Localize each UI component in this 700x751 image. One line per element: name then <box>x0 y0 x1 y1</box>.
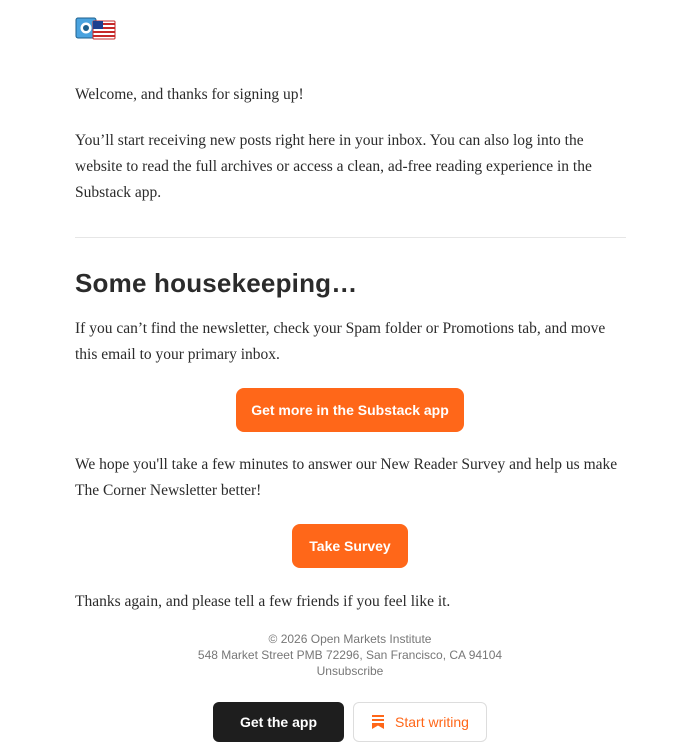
start-writing-button[interactable] <box>353 702 487 742</box>
spam-folder-note: If you can’t find the newsletter, check your Spam folder or Promotions tab, and move this email to your primary inbox. <box>75 320 606 363</box>
unsubscribe-link[interactable]: Unsubscribe <box>316 664 384 678</box>
thanks-text: Thanks again, and please tell a few friends if you feel like it. <box>75 593 451 610</box>
section-divider <box>75 237 626 238</box>
welcome-text: Welcome, and thanks for signing up! <box>75 86 304 103</box>
publication-logo-icon <box>75 16 117 42</box>
footer-copyright: © 2026 Open Markets Institute <box>268 632 432 646</box>
footer-address: 548 Market Street PMB 72296, San Francisco, CA 94104 <box>197 648 503 662</box>
section-heading: Some housekeeping… <box>75 268 358 298</box>
bookmark-icon <box>371 714 385 730</box>
substack-app-button[interactable]: Get more in the Substack app <box>236 388 464 432</box>
intro-paragraph: You’ll start receiving new posts right here in your inbox. You can also log into the website to read the full archives or access a clean, ad-free reading experience in the Substack app. <box>75 132 592 201</box>
survey-paragraph: We hope you'll take a few minutes to answer our New Reader Survey and help us make The Corner Newsletter better! <box>75 456 618 499</box>
get-the-app-button[interactable]: Get the app <box>213 702 344 742</box>
start-writing-label: Start writing <box>395 714 469 730</box>
take-survey-button[interactable]: Take Survey <box>292 524 408 568</box>
